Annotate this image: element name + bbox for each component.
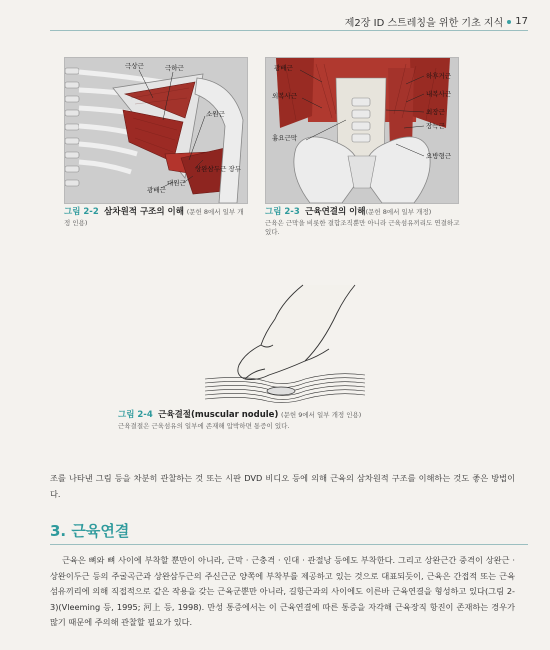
figure-title: 근육결절(muscular nodule) xyxy=(158,410,279,420)
figure-2-4-muscular-nodule xyxy=(205,283,365,405)
figure-number: 그림 2-4 xyxy=(118,410,153,420)
label-latissimus-dorsi: 광배근 xyxy=(274,64,293,72)
figure-title: 삼차원적 구조의 이해 xyxy=(104,207,184,217)
label-supraspinatus: 극상근 xyxy=(125,62,144,70)
back-illustration xyxy=(266,58,458,203)
label-triceps-long-head: 상완삼두근 장두 xyxy=(195,165,242,173)
figure-number: 그림 2-2 xyxy=(64,207,99,217)
bullet-icon xyxy=(507,20,511,24)
label-internal-oblique: 내복사근 xyxy=(426,90,452,98)
figure-2-2-caption xyxy=(64,207,249,229)
label-external-oblique: 외복사근 xyxy=(272,92,298,100)
figure-source: (문헌 8에서 일부 개정 인용) xyxy=(64,208,244,227)
figure-description: 근육결절은 근육섬유의 일부에 존재해 압박하면 통증이 있다. xyxy=(118,422,290,430)
page-number: 17 xyxy=(515,16,528,27)
label-longissimus: 최장근 xyxy=(426,108,445,116)
header-rule xyxy=(50,30,528,31)
figure-2-3-caption xyxy=(265,207,465,237)
label-infraspinatus: 극하근 xyxy=(165,64,184,72)
figure-2-2-shoulder-muscles xyxy=(64,57,248,204)
label-serratus-posterior-inferior: 하후거근 xyxy=(426,72,452,80)
figure-2-4-caption xyxy=(118,410,448,431)
figure-source: (문헌 9에서 일부 개정 인용) xyxy=(281,411,362,419)
label-quadratus-lumborum: 요방형근 xyxy=(426,152,452,160)
section-rule xyxy=(50,544,528,545)
figure-title: 근육연결의 이해 xyxy=(305,207,366,217)
section-heading: 3. 근육연결 xyxy=(50,522,130,540)
figure-description: 근육은 근막을 비롯한 결합조직뿐만 아니라 근육섬유끼리도 연결하고 있다. xyxy=(265,219,460,236)
running-header xyxy=(345,14,528,29)
body-paragraph-2: 근육은 뼈와 뼈 사이에 부착할 뿐만이 아니라, 근막 · 근충격 · 인대 · 관절낭 등에도 부착한다. 그리고 상완근간 중격이 상완근 · 상완이두근 등의 주굴곡근과 상완삼두근의 주신근군 양쪽에 부착부를 제공하고 있는 것으로 대표되듯이, 근육은 간접적 또는 근육섬유끼리에 의해 직접적으로 같은 작용을 갖는 근육군뿐만 아니라, 길항근과의 사이에도 이른바 근육연결을 형성하고 있다(그림 2-3)(Vleeming 등, 1995; 河上 등, 1998). 만성 통증에서는 이 근육연결에 따른 통증을 자각해 근육장직 항진이 존재하는 경우가 많기 때문에 주의해 관찰할 필요가 있다. xyxy=(50,555,515,627)
label-latissimus: 광배근 xyxy=(147,186,166,194)
nodule-icon xyxy=(267,387,295,395)
label-teres-major: 대원근 xyxy=(167,179,186,187)
label-iliocostalis: 장늑근 xyxy=(426,122,445,130)
finger-pressing-illustration xyxy=(205,283,365,405)
body-paragraph-1: 조를 나타낸 그림 등을 차분히 관찰하는 것 또는 시판 DVD 비디오 등에 의해 근육의 삼차원적 구조를 이해하는 것도 좋은 방법이다. xyxy=(50,473,515,499)
label-teres-minor: 소원근 xyxy=(206,110,225,118)
figure-2-3-back-muscles xyxy=(265,57,459,204)
figure-source: (문헌 8에서 일부 개정) xyxy=(365,208,432,216)
label-thoracolumbar-fascia: 흉요근막 xyxy=(272,134,298,142)
shoulder-illustration xyxy=(65,58,247,203)
header-text: 제2장 ID 스트레칭을 위한 기초 지식 xyxy=(344,18,504,29)
figure-number: 그림 2-3 xyxy=(265,207,300,217)
